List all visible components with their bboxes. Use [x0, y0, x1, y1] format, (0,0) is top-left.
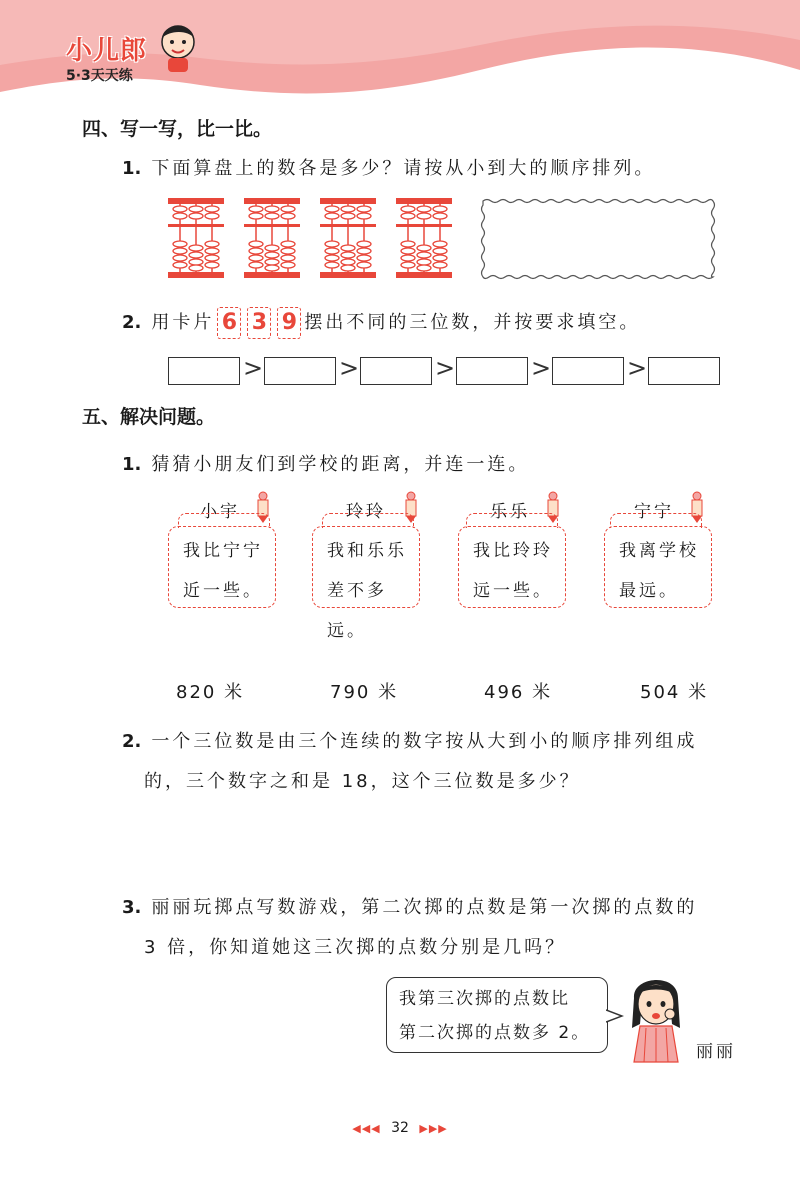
number-card: 9	[277, 307, 301, 339]
answer-box[interactable]	[479, 197, 717, 281]
card-line: 差不多远。	[327, 581, 387, 641]
kid-name-xiaoyu: 小宇	[200, 502, 240, 522]
blank-5[interactable]	[552, 357, 624, 385]
speech-card-lele	[458, 526, 566, 608]
question-text: 猜猜小朋友们到学校的距离，并连一连。	[151, 454, 530, 475]
question-4-1	[122, 154, 655, 180]
right-arrows-icon: ▶▶▶	[419, 1122, 448, 1135]
boy-mascot-icon	[158, 20, 198, 75]
speaker-name: 丽丽	[696, 1042, 736, 1062]
logo-subtitle: 5·3天天练	[66, 68, 133, 84]
question-number: 2.	[122, 731, 142, 752]
blank-1[interactable]	[168, 357, 240, 385]
kid-name-lingling: 玲玲	[346, 502, 386, 522]
number-card: 3	[247, 307, 271, 339]
question-line: 一个三位数是由三个连续的数字按从大到小的顺序排列组成	[151, 731, 698, 752]
lili-speech-bubble	[386, 977, 608, 1053]
blank-4[interactable]	[456, 357, 528, 385]
left-arrows-icon: ◀◀◀	[352, 1122, 381, 1135]
card-line: 我比宁宁	[183, 541, 263, 561]
girl-lili-icon	[622, 968, 692, 1064]
question-4-2	[122, 307, 640, 339]
question-number: 1.	[122, 454, 142, 475]
speech-line: 我第三次掷的点数比	[399, 989, 570, 1009]
question-prefix: 用卡片	[151, 312, 215, 333]
greater-than-symbol: >	[627, 354, 648, 382]
question-number: 3.	[122, 897, 142, 918]
number-card: 6	[217, 307, 241, 339]
card-line: 近一些。	[183, 581, 263, 601]
page-footer	[0, 1120, 800, 1136]
question-5-2	[122, 722, 762, 802]
page-number: 32	[391, 1120, 409, 1136]
distance-option[interactable]: 496 米	[484, 682, 553, 703]
section-4-title: 四、写一写，比一比。	[82, 118, 273, 140]
section-5-title: 五、解决问题。	[82, 406, 216, 428]
speech-card-ningning	[604, 526, 712, 608]
blank-2[interactable]	[264, 357, 336, 385]
question-5-1	[122, 450, 529, 476]
greater-than-symbol: >	[243, 354, 264, 382]
question-suffix: 摆出不同的三位数，并按要求填空。	[304, 312, 641, 333]
question-number: 1.	[122, 158, 142, 179]
blank-3[interactable]	[360, 357, 432, 385]
abacus-figure	[168, 196, 458, 278]
kid-name-ningning: 宁宁	[634, 502, 674, 522]
speech-card-lingling	[312, 526, 420, 641]
question-number: 2.	[122, 312, 142, 333]
kid-name-lele: 乐乐	[490, 502, 530, 522]
card-line: 我和乐乐	[327, 541, 407, 561]
abacus-group	[168, 196, 458, 282]
logo	[66, 30, 147, 85]
distance-option[interactable]: 820 米	[176, 682, 245, 703]
speech-line: 第二次掷的点数多 2。	[399, 1023, 591, 1043]
card-line: 最远。	[619, 581, 679, 601]
card-line: 远一些。	[473, 581, 553, 601]
greater-than-symbol: >	[531, 354, 552, 382]
card-line: 我离学校	[619, 541, 699, 561]
greater-than-symbol: >	[435, 354, 456, 382]
blank-6[interactable]	[648, 357, 720, 385]
question-text: 下面算盘上的数各是多少？请按从小到大的顺序排列。	[151, 158, 656, 179]
speech-card-xiaoyu	[168, 526, 276, 608]
question-line: 的，三个数字之和是 18，这个三位数是多少？	[144, 771, 581, 792]
logo-title: 小儿郎	[66, 36, 148, 66]
card-line: 我比玲玲	[473, 541, 553, 561]
distance-option[interactable]: 790 米	[330, 682, 399, 703]
greater-than-symbol: >	[339, 354, 360, 382]
distance-option[interactable]: 504 米	[640, 682, 709, 703]
question-line: 丽丽玩掷点写数游戏，第二次掷的点数是第一次掷的点数的	[151, 897, 698, 918]
question-line: 3 倍，你知道她这三次掷的点数分别是几吗？	[144, 937, 567, 958]
question-5-3	[122, 888, 762, 968]
